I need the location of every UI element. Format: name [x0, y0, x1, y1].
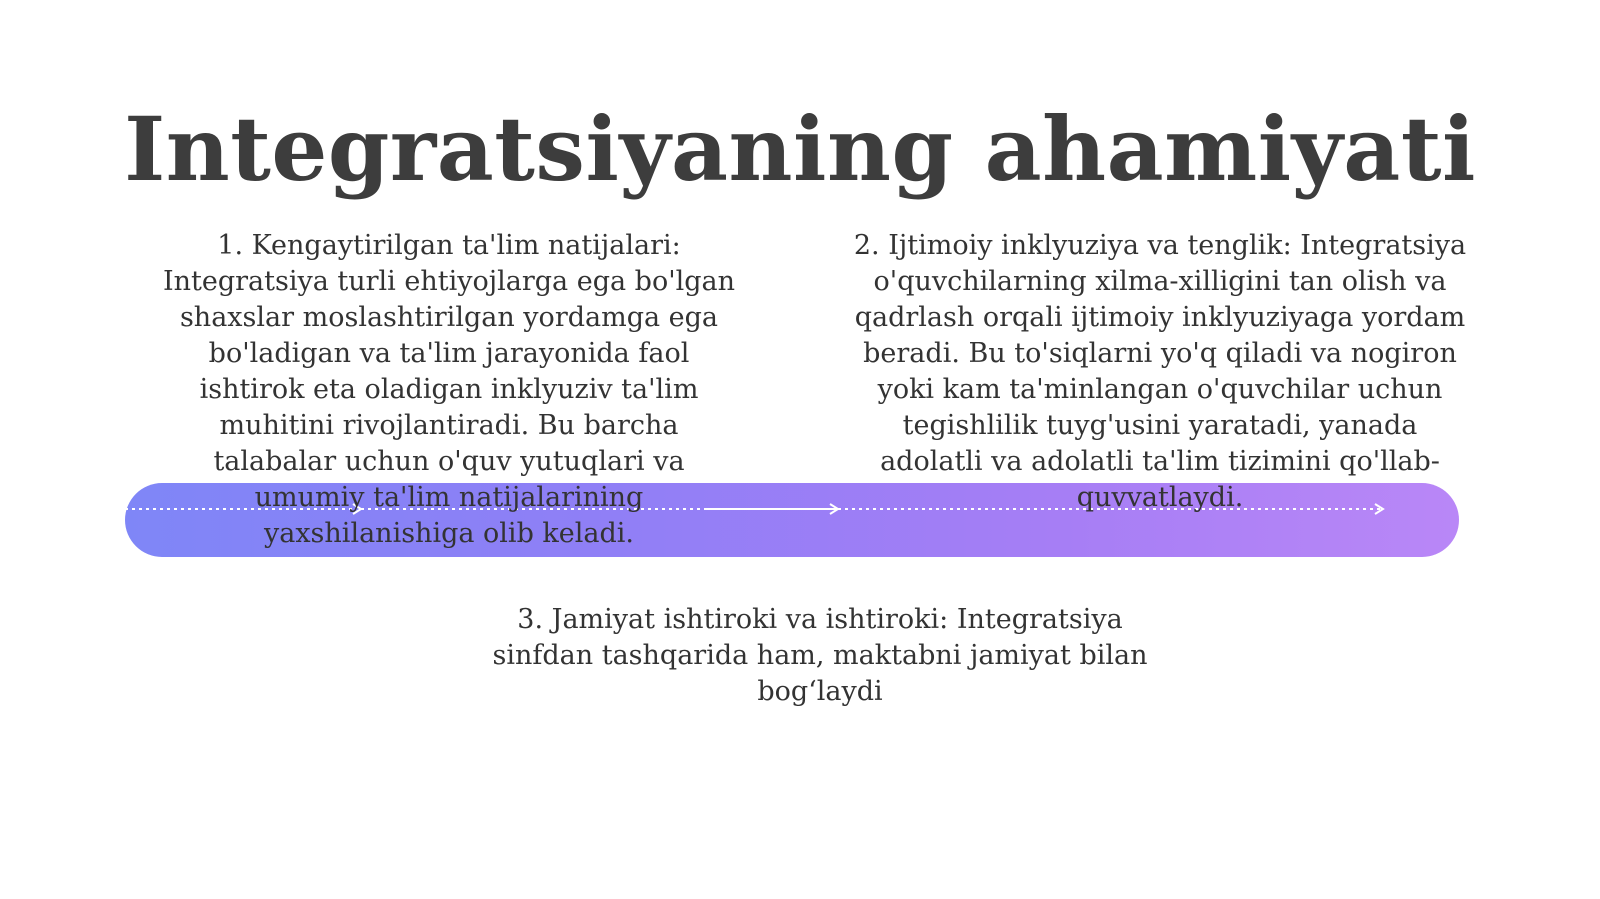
point-2-text: 2. Ijtimoiy inklyuziya va tenglik: Integratsiya o'quvchilarning xilma-xilligini tan olish va qadrlash orqali ijtimoiy inklyuziyaga yordam beradi. Bu to'siqlarni yo'q qiladi va nogiron yoki kam ta'minlangan o'quvchilar uchun tegishlilik tuyg'usini yaratadi, yanada adolatli va adolatli ta'lim tizimini qo'llab-quvvatlaydi.	[853, 230, 1467, 513]
point-3-text: 3. Jamiyat ishtiroki va ishtiroki: Integratsiya sinfdan tashqarida ham, maktabni jamiyat bilan bog‘laydi	[492, 604, 1148, 707]
point-1-text: 1. Kengaytirilgan ta'lim natijalari: Integratsiya turli ehtiyojlarga ega bo'lgan shaxslar moslashtirilgan yordamga ega bo'ladigan va ta'lim jarayonida faol ishtirok eta oladigan inklyuziv ta'lim muhitini rivojlantiradi. Bu barcha talabalar uchun o'quv yutuqlari va umumiy ta'lim natijalarining yaxshilanishiga olib keladi.	[162, 230, 736, 549]
slide-title: Integratsiyaning ahamiyati	[124, 96, 1476, 201]
